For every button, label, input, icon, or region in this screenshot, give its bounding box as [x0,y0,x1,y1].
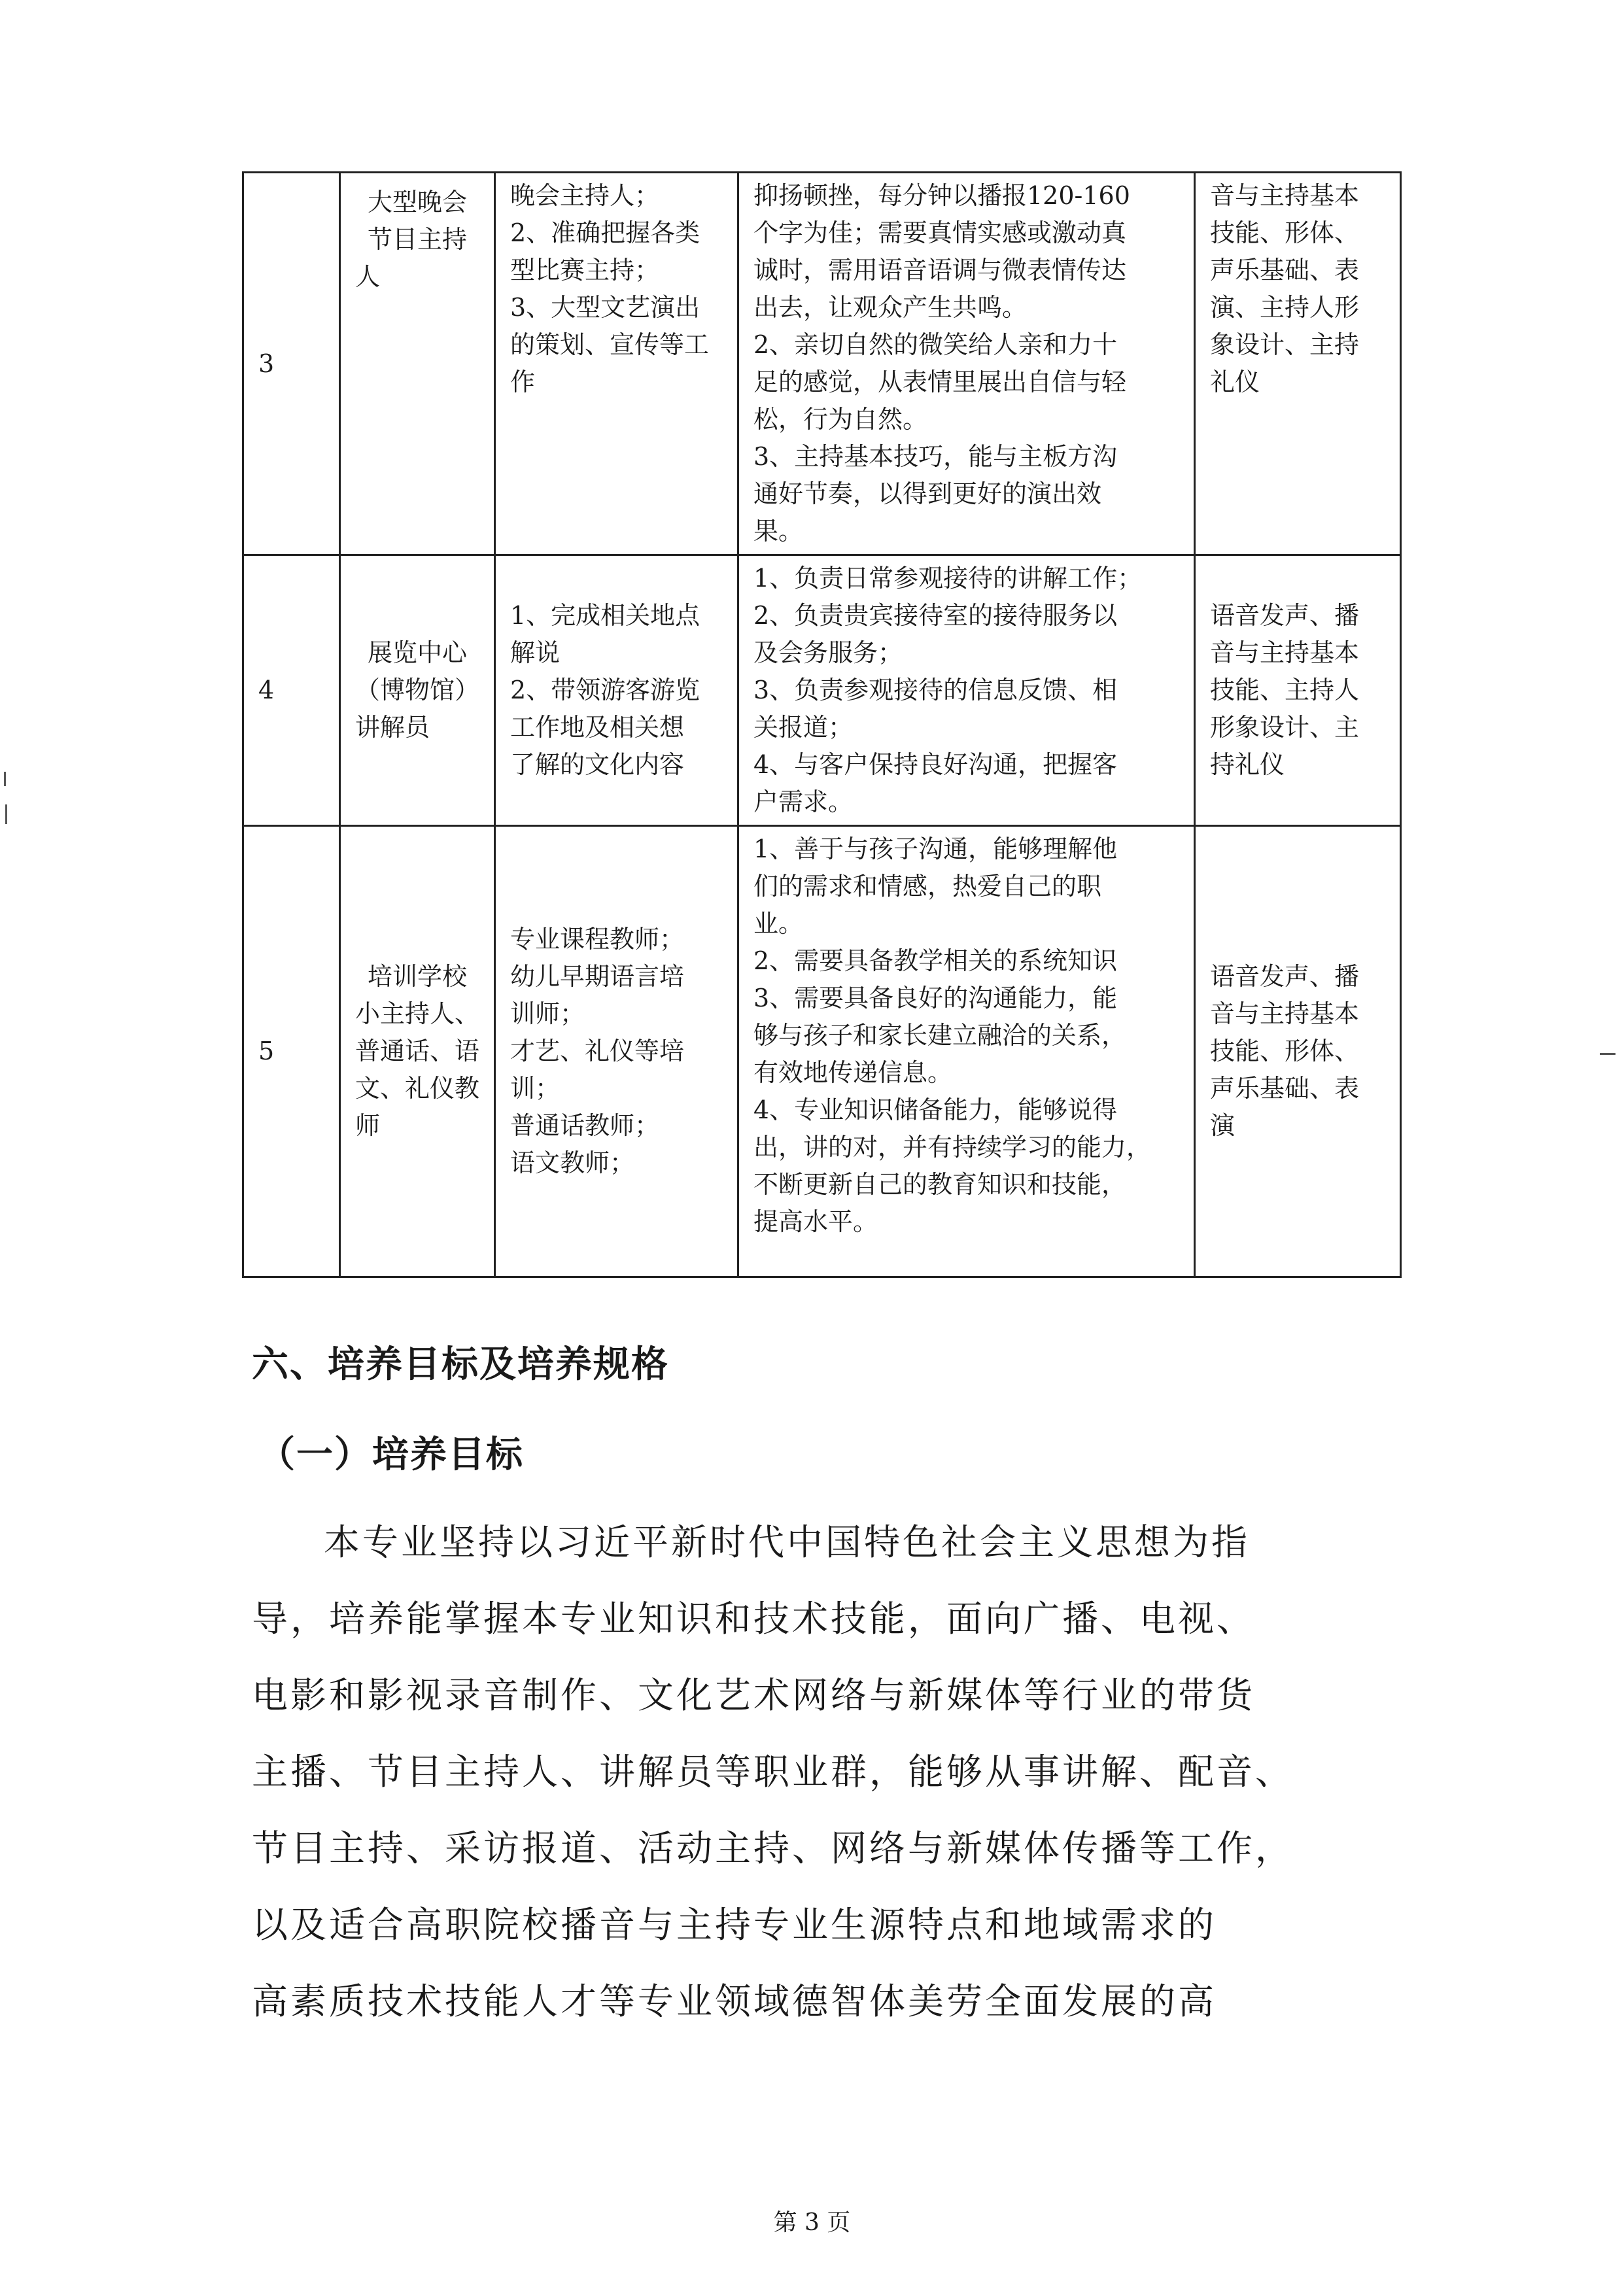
cell-position [340,555,495,826]
objective-paragraph [252,1504,1403,2040]
task-line: 1、完成相关地点 [510,601,700,630]
ability-line: 2、亲切自然的微笑给人亲和力十 [753,330,1118,359]
paragraph-line: 主播、节目主持人、讲解员等职业群，能够从事讲解、配音、 [252,1751,1294,1793]
task-line: 解说 [510,638,561,667]
ability-line: 提高水平。 [753,1207,878,1236]
course-line: 音与主持基本 [1210,181,1360,210]
task-line: 语文教师； [510,1148,635,1177]
ability-line: 果。 [753,517,804,545]
ability-line: 3、主持基本技巧，能与主板方沟 [753,442,1118,471]
position-line: 小主持人、 [355,999,480,1028]
course-line: 演 [1210,1111,1235,1140]
cell-tasks [495,555,738,826]
position-line: 普通话、语 [355,1037,480,1065]
course-line: 持礼仪 [1210,750,1285,779]
course-line: 声乐基础、表 [1210,1074,1360,1103]
ability-line: 及会务服务； [753,638,903,667]
cell-no [243,826,340,1277]
ability-line: 松，行为自然。 [753,405,928,434]
course-line: 形象设计、主 [1210,713,1360,742]
section-heading: 六、培养目标及培养规格 [252,1343,669,1386]
paragraph-line: 电影和影视录音制作、文化艺术网络与新媒体等行业的带货 [252,1674,1256,1716]
page-number: 第 3 页 [773,2209,851,2236]
ability-line: 出，讲的对，并有持续学习的能力， [753,1133,1152,1162]
position-line: 人 [355,262,381,291]
paragraph-line: 本专业坚持以习近平新时代中国特色社会主义思想为指 [324,1521,1251,1563]
paragraph-line: 节目主持、采访报道、活动主持、网络与新媒体传播等工作， [252,1827,1294,1869]
course-line: 语音发声、播 [1210,962,1360,991]
task-line: 才艺、礼仪等培 [510,1037,685,1065]
position-line: 大型晚会 [367,188,467,216]
task-line: 2、带领游客游览 [510,676,700,704]
task-line: 晚会主持人； [510,181,660,210]
scan-margin-mark [5,804,7,824]
ability-line: 1、善于与孩子沟通，能够理解他 [753,835,1118,863]
cell-abilities [738,173,1195,555]
position-line: 展览中心 [367,638,467,667]
position-line: 节目主持 [367,225,467,254]
task-line: 训师； [510,999,585,1028]
ability-line: 4、与客户保持良好沟通，把握客 [753,750,1118,779]
ability-line: 3、需要具备良好的沟通能力，能 [753,984,1118,1012]
ability-line: 2、需要具备教学相关的系统知识 [753,946,1118,975]
ability-line: 够与孩子和家长建立融洽的关系， [753,1021,1127,1050]
table-row [243,173,1401,555]
ability-line: 2、负责贵宾接待室的接待服务以 [753,601,1118,630]
position-line: 师 [355,1111,381,1140]
cell-courses [1195,555,1401,826]
ability-line: 们的需求和情感，热爱自己的职 [753,872,1102,901]
ability-line: 有效地传递信息。 [753,1058,953,1087]
cell-position [340,826,495,1277]
task-line: 型比赛主持； [510,256,660,284]
cell-tasks [495,826,738,1277]
task-line: 了解的文化内容 [510,750,685,779]
ability-line: 抑扬顿挫，每分钟以播报120-160 [753,181,1130,210]
table-row [243,555,1401,826]
cell-courses [1195,826,1401,1277]
course-line: 语音发声、播 [1210,601,1360,630]
ability-line: 不断更新自己的教育知识和技能， [753,1170,1127,1199]
task-line: 2、准确把握各类 [510,218,700,247]
ability-line: 4、专业知识储备能力，能够说得 [753,1095,1118,1124]
table-row [243,826,1401,1277]
course-line: 音与主持基本 [1210,638,1360,667]
cell-abilities [738,826,1195,1277]
occupation-table [242,171,1402,1278]
paragraph-line: 高素质技术技能人才等专业领域德智体美劳全面发展的高 [252,1980,1217,2022]
task-line: 作 [510,368,536,396]
ability-line: 个字为佳；需要真情实感或激动真 [753,218,1127,247]
cell-abilities [738,555,1195,826]
ability-line: 业。 [753,909,804,938]
course-line: 音与主持基本 [1210,999,1360,1028]
position-line: （博物馆） [355,676,480,704]
task-line: 训； [510,1074,561,1103]
task-line: 幼儿早期语言培 [510,962,685,991]
cell-courses [1195,173,1401,555]
cell-tasks [495,173,738,555]
task-line: 专业课程教师； [510,925,685,954]
ability-line: 户需求。 [753,787,854,816]
course-line: 声乐基础、表 [1210,256,1360,284]
course-line: 技能、形体、 [1210,218,1360,247]
ability-line: 1、负责日常参观接待的讲解工作； [753,564,1143,593]
scan-margin-mark [1600,1053,1615,1055]
row-number: 4 [258,676,275,704]
cell-position [340,173,495,555]
paragraph-line: 导，培养能掌握本专业知识和技术技能，面向广播、电视、 [252,1598,1256,1640]
cell-no [243,555,340,826]
row-number: 5 [258,1037,275,1065]
task-line: 3、大型文艺演出 [510,293,700,322]
task-line: 工作地及相关想 [510,713,685,742]
row-number: 3 [258,349,275,378]
position-line: 讲解员 [355,713,430,742]
position-line: 培训学校 [367,962,467,991]
course-line: 技能、形体、 [1210,1037,1360,1065]
scan-margin-mark [4,772,6,786]
position-line: 文、礼仪教 [355,1074,480,1103]
course-line: 象设计、主持 [1210,330,1360,359]
course-line: 礼仪 [1210,368,1260,396]
cell-no [243,173,340,555]
section-subheading: （一）培养目标 [258,1434,524,1476]
course-line: 技能、主持人 [1210,676,1360,704]
ability-line: 足的感觉，从表情里展出自信与轻 [753,368,1127,396]
ability-line: 关报道； [753,713,854,742]
ability-line: 3、负责参观接待的信息反馈、相 [753,676,1118,704]
task-line: 普通话教师； [510,1111,660,1140]
course-line: 演、主持人形 [1210,293,1360,322]
ability-line: 出去，让观众产生共鸣。 [753,293,1028,322]
task-line: 的策划、宣传等工 [510,330,710,359]
ability-line: 诚时，需用语音语调与微表情传达 [753,256,1127,284]
ability-line: 通好节奏，以得到更好的演出效 [753,479,1102,508]
paragraph-line: 以及适合高职院校播音与主持专业生源特点和地域需求的 [252,1904,1217,1946]
